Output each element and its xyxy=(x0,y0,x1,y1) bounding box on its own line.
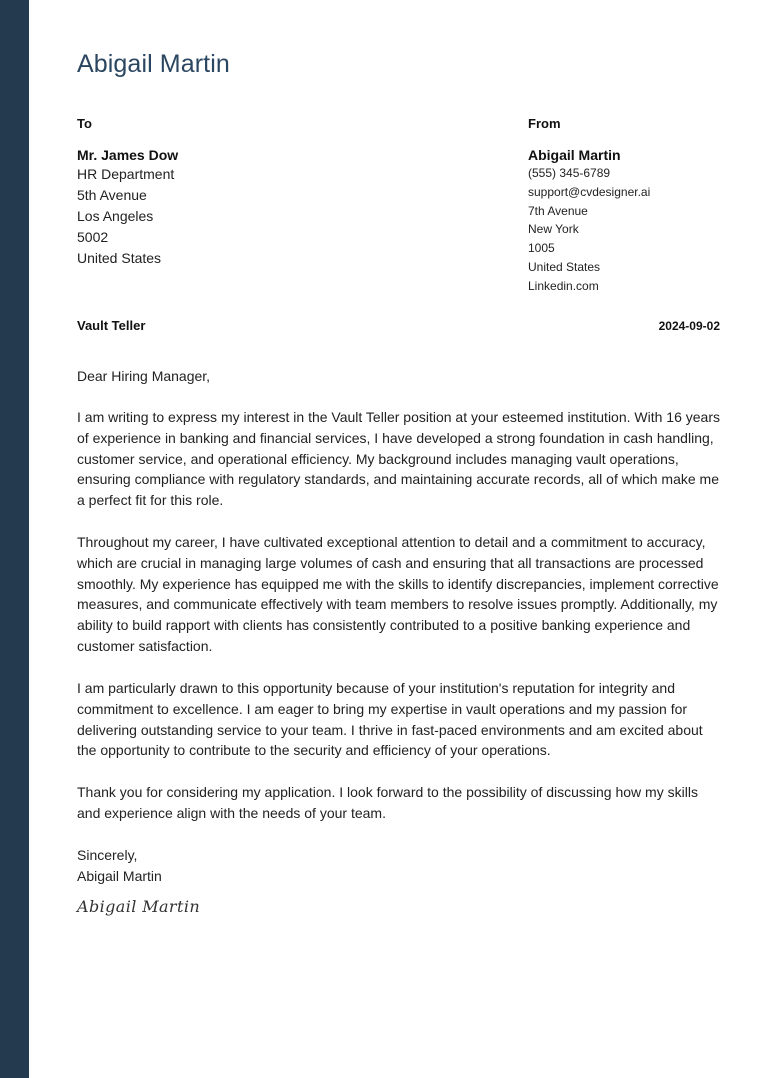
recipient-city: Los Angeles xyxy=(77,208,154,224)
paragraph-closing: Thank you for considering my application. I look forward to the possibility of discussing how my skills and experience align with the needs of your team. xyxy=(77,784,698,821)
sender-postal-code: 1005 xyxy=(528,241,555,256)
paragraph-motivation: I am particularly drawn to this opportunity because of your institution's reputation for integrity and commitment to excellence. I am eager to bring my expertise in vault operations and my passion for delivering outstanding service to your team. I thrive in fast-paced environments and am excited about the opportunity to contribute to the security and efficiency of your operations. xyxy=(77,680,703,759)
recipient-street: 5th Avenue xyxy=(77,187,147,203)
recipient-block xyxy=(77,116,377,269)
sender-name: Abigail Martin xyxy=(528,147,621,163)
sender-phone: (555) 345-6789 xyxy=(528,166,611,180)
recipient-country: United States xyxy=(77,250,162,266)
paragraph-experience: Throughout my career, I have cultivated exceptional attention to detail and a commitment to accuracy, which are crucial in managing large volumes of cash and ensuring that all transactions are processed smoothly. My experience has equipped me with the skills to identify discrepancies, implement corrective measures, and communicate effectively with team members to resolve issues promptly. Additionally, my ability to build rapport with clients has consistently contributed to a positive banking experience and customer satisfaction. xyxy=(77,534,719,654)
job-title: Vault Teller xyxy=(77,318,146,333)
left-accent-bar xyxy=(0,0,29,1078)
recipient-postal-code: 5002 xyxy=(77,229,109,245)
recipient-label: To xyxy=(77,116,92,131)
salutation: Dear Hiring Manager, xyxy=(77,368,211,384)
letter-date: 2024-09-02 xyxy=(658,319,720,333)
closing-name: Abigail Martin xyxy=(77,868,162,884)
cover-letter-page xyxy=(77,0,720,1078)
sender-city: New York xyxy=(528,222,579,237)
sender-block xyxy=(528,116,720,296)
paragraph-intro: I am writing to express my interest in the Vault Teller position at your esteemed institution. With 16 years of experience in banking and financial services, I have developed a strong foundation in cash handling, customer service, and operational efficiency. My background includes managing vault operations, ensuring compliance with regulatory standards, and maintaining accurate records, all of which make me a perfect fit for this role. xyxy=(77,409,720,509)
handwritten-signature: Abigail Martin xyxy=(77,897,201,916)
sender-label: From xyxy=(528,116,561,131)
sender-country: United States xyxy=(528,259,601,274)
recipient-department: HR Department xyxy=(77,166,175,182)
sender-name-heading: Abigail Martin xyxy=(77,50,230,78)
sender-email: support@cvdesigner.ai xyxy=(528,184,651,199)
position-row xyxy=(77,317,720,335)
recipient-name: Mr. James Dow xyxy=(77,147,179,163)
sender-street: 7th Avenue xyxy=(528,203,588,218)
sender-linkedin: Linkedin.com xyxy=(528,278,599,293)
closing-phrase: Sincerely, xyxy=(77,847,138,863)
